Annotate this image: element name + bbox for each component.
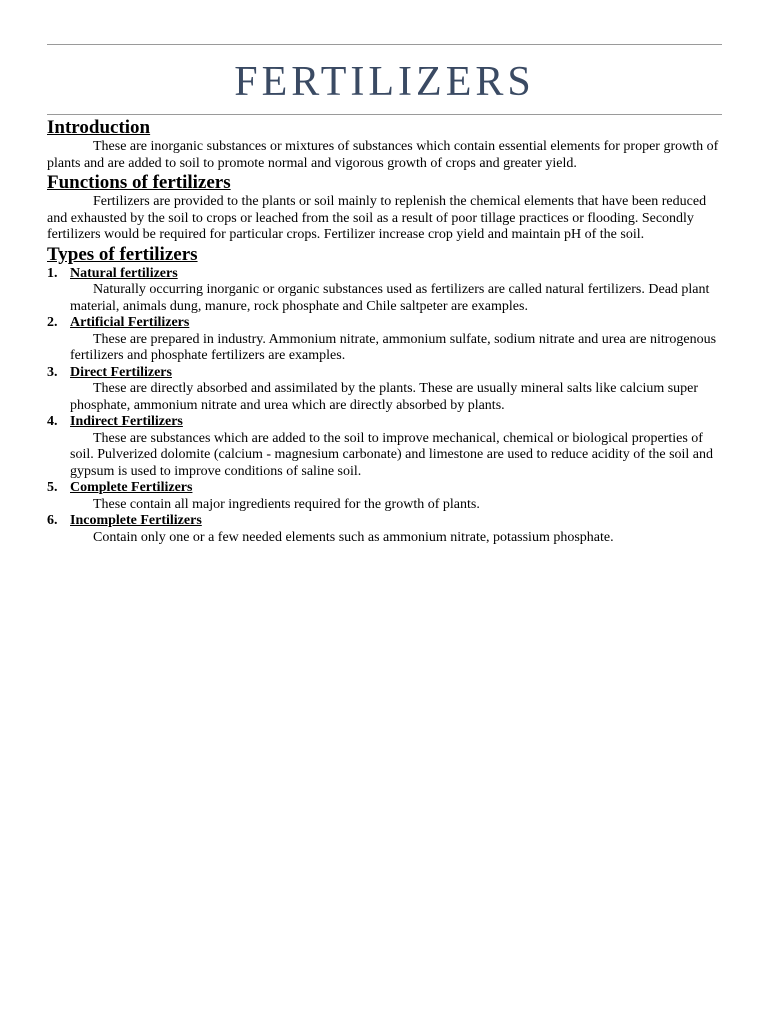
list-item-text: These are directly absorbed and assimilated by the plants. These are usually mineral salts like calcium super phosphate, ammonium nitrate and urea which are directly absorbed by plants. xyxy=(70,381,699,413)
title-bottom-rule xyxy=(47,114,722,115)
list-item-title: Indirect Fertilizers xyxy=(70,414,183,429)
list-item-title: Artificial Fertilizers xyxy=(70,315,190,330)
list-item xyxy=(47,365,722,415)
types-section xyxy=(47,244,722,547)
list-item-number: 3. xyxy=(47,364,58,380)
list-item-number: 2. xyxy=(47,315,58,330)
list-item-text: These are prepared in industry. Ammonium nitrate, ammonium sulfate, sodium nitrate and urea are nitrogenous fertilizers and phosphate fertilizers are examples. xyxy=(70,331,717,363)
list-item-number: 5. xyxy=(47,480,58,495)
list-item-text: These contain all major ingredients required for the growth of plants. xyxy=(93,496,480,512)
title-top-rule xyxy=(47,44,722,45)
list-item-title: Complete Fertilizers xyxy=(70,480,193,495)
functions-heading: Functions of fertilizers xyxy=(47,172,231,193)
list-item-title: Direct Fertilizers xyxy=(70,364,172,380)
functions-section xyxy=(47,172,722,244)
list-item-text: These are substances which are added to the soil to improve mechanical, chemical or biological properties of soil. Pulverized dolomite (calcium - magnesium carbonate) and limestone are used to reduce acidity of the soil and gypsum is used to improve conditions of saline soil. xyxy=(70,430,714,479)
list-item-number: 6. xyxy=(47,513,58,528)
introduction-heading: Introduction xyxy=(47,117,151,138)
list-item xyxy=(47,480,722,513)
list-item xyxy=(47,266,722,316)
types-heading: Types of fertilizers xyxy=(47,243,198,265)
list-item-title: Natural fertilizers xyxy=(70,265,178,281)
list-item-text: Naturally occurring inorganic or organic substances used as fertilizers are called natural fertilizers. Dead plant material, animals dung, manure, rock phosphate and Chile saltpeter are examples. xyxy=(70,282,710,314)
functions-text: Fertilizers are provided to the plants or soil mainly to replenish the chemical elements that have been reduced and exhausted by the soil to crops or leached from the soil as a result of poor tillage practices or flooding. Secondly fertilizers would be required for particular crops. Fertilizer increase crop yield and maintain pH of the soil. xyxy=(47,194,707,242)
list-item-text: Contain only one or a few needed elements such as ammonium nitrate, potassium phosphate. xyxy=(93,529,614,545)
list-item xyxy=(47,414,722,480)
types-list xyxy=(47,266,722,547)
list-item-number: 4. xyxy=(47,414,58,429)
list-item xyxy=(47,513,722,546)
introduction-section xyxy=(47,117,722,172)
introduction-text: These are inorganic substances or mixtures of substances which contain essential elements for proper growth of plants and are added to soil to promote normal and vigorous growth of crops and greater yield. xyxy=(47,139,719,171)
list-item xyxy=(47,315,722,365)
list-item-title: Incomplete Fertilizers xyxy=(70,513,202,528)
list-item-number: 1. xyxy=(47,265,58,281)
document-page xyxy=(47,0,722,546)
document-title: FERTILIZERS xyxy=(234,59,535,105)
